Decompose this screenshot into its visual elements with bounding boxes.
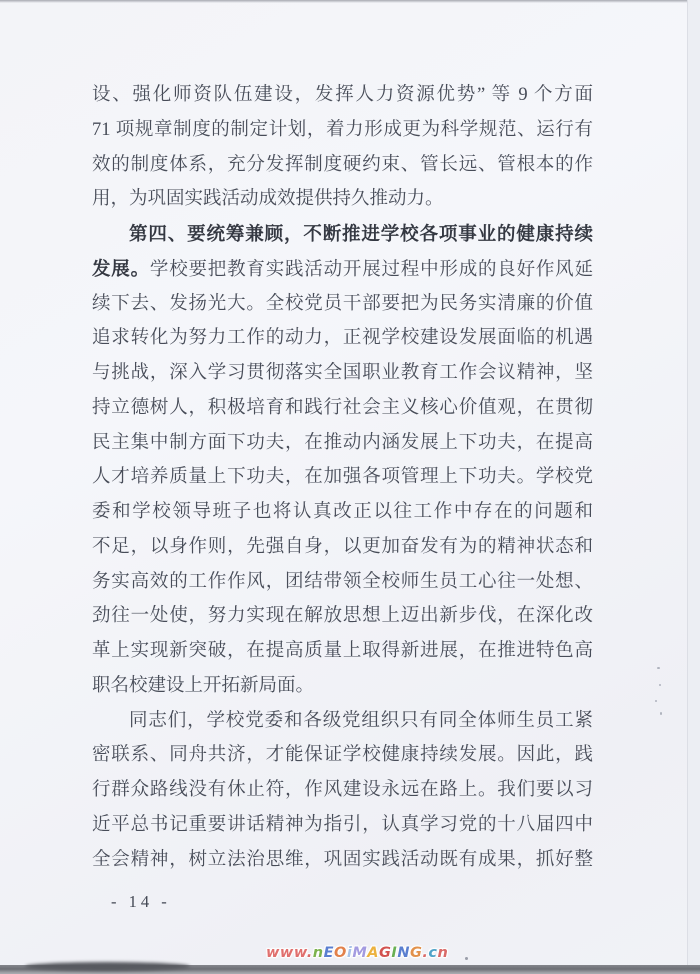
text-line (92, 356, 593, 391)
text-line (92, 391, 593, 426)
text-line (92, 738, 593, 773)
text-line (92, 148, 593, 183)
body-text: 全会精神，树立法治思维，巩固实践活动既有成果，抓好整 (92, 849, 593, 870)
watermark-letter: n (437, 945, 449, 961)
text-line (92, 321, 593, 356)
bold-text: 发展。 (92, 257, 150, 279)
text-line (92, 773, 593, 808)
text-line (92, 843, 593, 878)
watermark (266, 945, 448, 961)
body-text: 效的制度体系，充分发挥制度硬约束、管长远、管根本的作 (92, 154, 593, 175)
body-text: 与挑战，深入学习贯彻落实全国职业教育工作会议精神，坚 (92, 363, 593, 383)
watermark-letter: G (379, 945, 392, 961)
text-line (92, 217, 593, 252)
bold-text: 第四、要统筹兼顾，不断推进学校各项事业的健康持续 (129, 223, 593, 244)
page-number: - 14 - (111, 892, 171, 911)
scan-bottom-edge (0, 965, 700, 974)
scan-speck (655, 700, 657, 702)
text-line (92, 426, 593, 461)
scan-speck (659, 684, 661, 686)
text-line (92, 704, 593, 739)
body-text: 民主集中制方面下功夫，在推动内涵发展上下功夫，在提高 (92, 432, 593, 453)
body-text: 务实高效的工作作风，团结带领全校师生员工心往一处想、 (92, 571, 593, 592)
body-text: 追求转化为努力工作的动力，正视学校建设发展面临的机遇 (92, 328, 593, 349)
text-line (92, 530, 593, 565)
document-body (92, 78, 593, 877)
watermark-letter: c (428, 945, 438, 961)
watermark-letter: . (306, 945, 313, 961)
scan-speck (657, 667, 660, 669)
watermark-letter: n (312, 945, 324, 961)
text-line (92, 599, 593, 634)
body-text: 用，为巩固实践活动成效提供持久推动力。 (92, 189, 444, 210)
body-text: 续下去、发扬光大。全校党员干部要把为民务实清廉的价值 (92, 293, 593, 314)
text-line (92, 460, 593, 495)
text-line (92, 287, 593, 322)
body-text: 近平总书记重要讲话精神为指引，认真学习党的十八届四中 (92, 814, 593, 835)
watermark-letter: . (422, 945, 429, 961)
body-text: 职名校建设上开拓新局面。 (92, 675, 315, 696)
scan-top-edge (0, 0, 700, 3)
text-line (92, 113, 593, 148)
watermark-letter: A (367, 945, 380, 961)
body-text: 革上实现新突破，在提高质量上取得新进展，在推进特色高 (92, 641, 593, 661)
body-text: 人才培养质量上下功夫，在加强各项管理上下功夫。学校党 (92, 467, 593, 488)
watermark-letter: E (323, 945, 335, 961)
text-line (92, 669, 593, 704)
watermark-letter: G (409, 945, 423, 961)
body-text: 劲往一处使，努力实现在解放思想上迈出新步伐，在深化改 (92, 606, 593, 627)
text-line (92, 808, 593, 843)
text-line (92, 634, 593, 669)
scan-right-edge (687, 0, 700, 974)
body-text: 71 项规章制度的制定计划，着力形成更为科学规范、运行有 (92, 119, 593, 140)
watermark-letter: w (279, 945, 294, 961)
body-text: 设、强化师资队伍建设，发挥人力资源优势” 等 9 个方面 (92, 85, 593, 105)
watermark-letter: w (266, 945, 280, 961)
scan-speck (660, 712, 662, 715)
body-text: 密联系、同舟共济，才能保证学校健康持续发展。因此，践 (92, 745, 593, 766)
watermark-letter: O (334, 945, 347, 961)
watermark-letter: w (293, 945, 307, 961)
text-line (92, 182, 593, 217)
text-line (92, 78, 593, 113)
body-text: 持立德树人，积极培育和践行社会主义核心价值观，在贯彻 (92, 397, 593, 418)
text-line (92, 495, 593, 530)
body-text: 同志们，学校党委和各级党组织只有同全体师生员工紧 (129, 710, 593, 731)
body-text: 委和学校领导班子也将认真改正以往工作中存在的问题和 (92, 502, 593, 522)
page-curl-shadow (25, 962, 190, 971)
body-text: 不足，以身作则，先强自身，以更加奋发有为的精神状态和 (92, 536, 593, 557)
text-line (92, 565, 593, 600)
text-line (92, 252, 593, 287)
body-text: 学校要把教育实践活动开展过程中形成的良好作风延 (149, 259, 593, 280)
watermark-letter: I (391, 945, 398, 961)
watermark-letter: M (352, 945, 368, 961)
scan-speck (465, 957, 468, 960)
watermark-letter: N (397, 945, 410, 961)
body-text: 行群众路线没有休止符，作风建设永远在路上。我们要以习 (92, 780, 593, 800)
watermark-letter: i (346, 945, 353, 961)
